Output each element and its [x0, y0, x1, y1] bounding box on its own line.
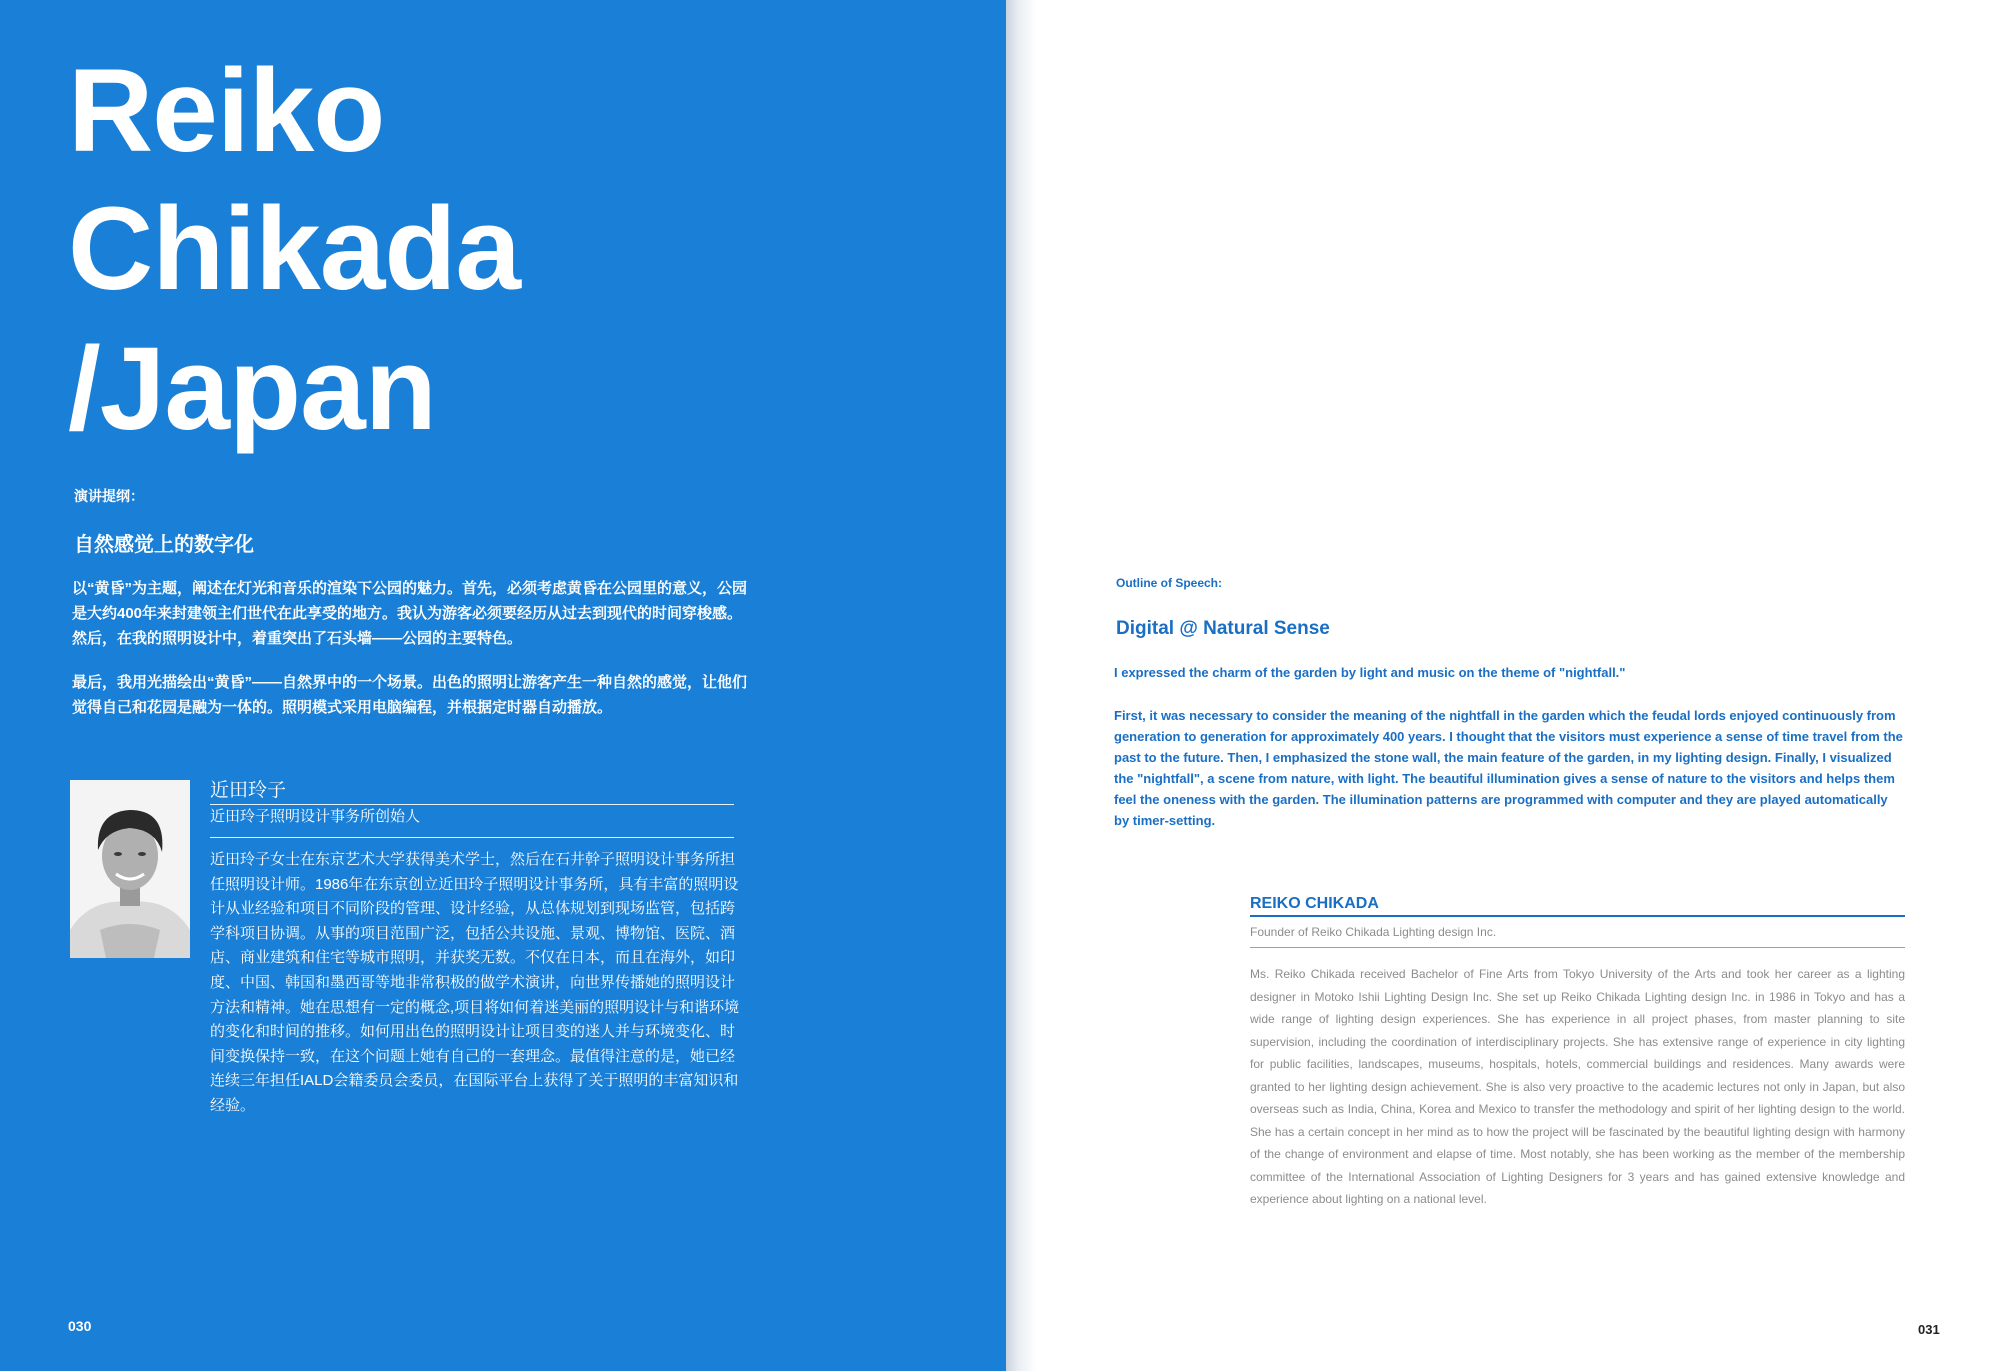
cn-paragraph: 以“黄昏”为主题，阐述在灯光和音乐的渲染下公园的魅力。首先，必须考虑黄昏在公园里的意义，公园是大约400年来封建领主们世代在此享受的地方。我认为游客必须要经历从过去到现代的时间穿梭感。然后，在我的照明设计中，着重突出了石头墙——公园的主要特色。	[72, 580, 748, 647]
en-paragraph: I expressed the charm of the garden by light and music on the theme of "nightfall."	[1114, 665, 1626, 680]
page-number-right: 031	[1918, 1322, 1940, 1337]
divider	[1250, 947, 1905, 948]
en-paragraph: First, it was necessary to consider the meaning of the nightfall in the garden which the feudal lords enjoyed continuously from generation to generation for approximately 400 years. I thought that the visitors must experience a sense of time travel from the past to the future. Then, I emphasized the stone wall, the main feature of the garden, in my lighting design. Finally, I visualized the "nightfall", a scene from nature, with light. The beautiful illumination gives a sense of nature to the visitors and helps them feel the oneness with the garden. The illumination patterns are programmed with computer and they are played automatically by timer-setting.	[1114, 708, 1903, 828]
divider	[210, 837, 734, 838]
cn-profile-header	[210, 778, 734, 838]
en-speech-topic: Digital @ Natural Sense	[1116, 618, 1330, 639]
divider	[210, 804, 734, 805]
cn-profile-name: 近田玲子	[210, 780, 287, 801]
cn-outline-label: 演讲提纲：	[74, 488, 144, 504]
cn-speech-topic: 自然感觉上的数字化	[74, 534, 254, 556]
cn-profile-role: 近田玲子照明设计事务所创始人	[210, 808, 421, 825]
en-profile-name: REIKO CHIKADA	[1250, 895, 1379, 912]
en-profile-bio: Ms. Reiko Chikada received Bachelor of Fine Arts from Tokyo University of the Arts and took her career as a lighting designer in Motoko Ishii Lighting Design Inc. She set up Reiko Chikada Lighting design Inc. in 1986 in Tokyo and has a wide range of lighting design experiences. She has experience in all project phases, from master planning to site supervision, including the coordination of interdisciplinary projects. She has extensive range of experience in city lighting for public facilities, landscapes, museums, hospitals, hotels, commercial buildings and residences. Many awards were granted to her lighting design achievement. She is also very proactive to the academic lectures not only in Japan, but also overseas such as India, China, Korea and Mexico to transfer the methodology and spirit of her lighting design to the world. She has a certain concept in her mind as to how the project will be fascinated by the beautiful lighting design with harmony of the change of environment and elapse of time. Most notably, she has been working as the member of the membership committee of the International Association of Lighting Designers for 3 years and has gained extensive knowledge and experience about lighting on a national level.	[1250, 967, 1905, 1206]
en-profile-header	[1250, 893, 1905, 948]
en-outline-label: Outline of Speech:	[1116, 576, 1223, 590]
en-profile-role: Founder of Reiko Chikada Lighting design Inc.	[1250, 925, 1497, 939]
portrait-photo	[70, 780, 190, 958]
page-number-left: 030	[68, 1318, 92, 1334]
page-gutter	[1006, 0, 1036, 1371]
title-line-first-name: Reiko	[68, 45, 385, 177]
title-line-surname: Chikada	[68, 183, 521, 315]
portrait-icon	[70, 780, 190, 958]
title-line-country: /Japan	[68, 323, 436, 455]
cn-profile-bio: 近田玲子女士在东京艺术大学获得美术学士，然后在石井幹子照明设计事务所担任照明设计师。1986年在东京创立近田玲子照明设计事务所，具有丰富的照明设计从业经验和项目不同阶段的管理、设计经验，从总体规划到现场监管，包括跨学科项目协调。从事的项目范围广泛，包括公共设施、景观、博物馆、医院、酒店、商业建筑和住宅等城市照明，并获奖无数。不仅在日本，而且在海外，如印度、中国、韩国和墨西哥等地非常积极的做学术演讲，向世界传播她的照明设计方法和精神。她在思想有一定的概念,项目将如何着迷美丽的照明设计与和谐环境的变化和时间的推移。如何用出色的照明设计让项目变的迷人并与环境变化、时间变换保持一致，在这个问题上她有自己的一套理念。最值得注意的是，她已经连续三年担任IALD会籍委员会委员，在国际平台上获得了关于照明的丰富知识和经验。	[210, 851, 740, 1114]
cn-paragraph: 最后，我用光描绘出“黄昏”——自然界中的一个场景。出色的照明让游客产生一种自然的感觉，让他们觉得自己和花园是融为一体的。照明模式采用电脑编程，并根据定时器自动播放。	[72, 674, 748, 716]
